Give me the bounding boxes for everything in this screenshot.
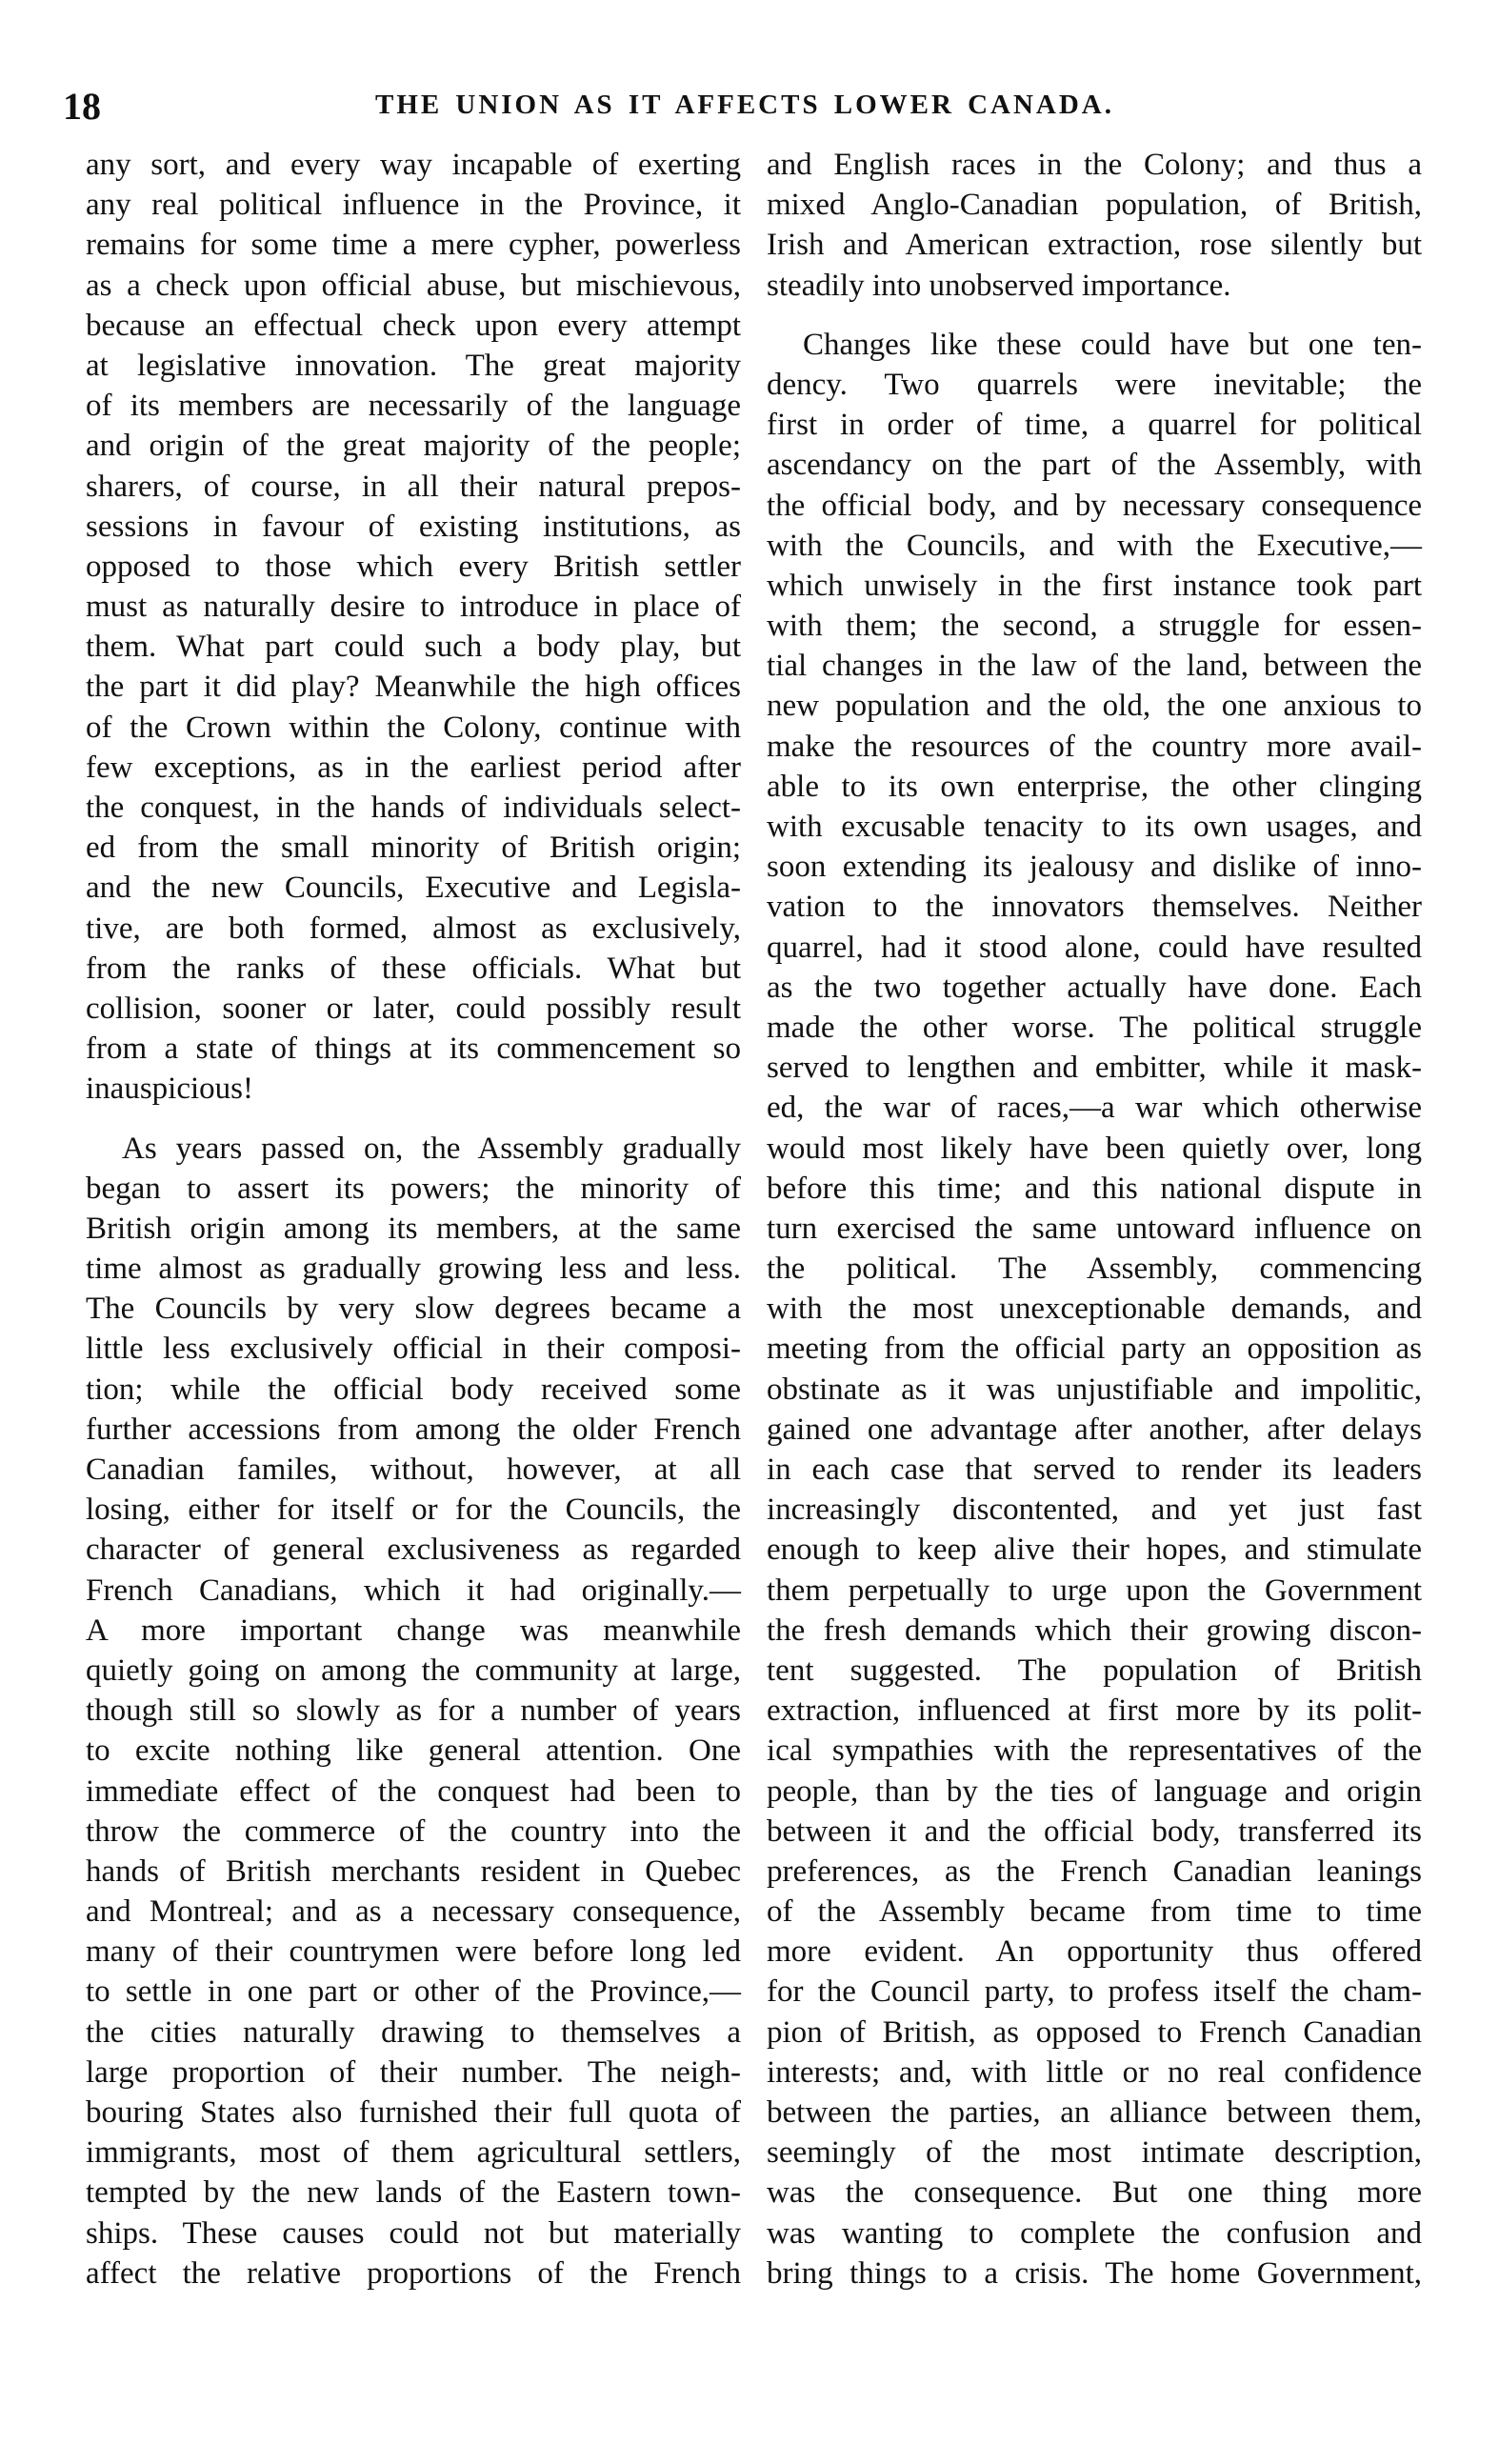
text-line: bring things to a crisis. The home Government, xyxy=(767,2255,1422,2291)
page-number: 18 xyxy=(63,85,101,128)
text-line: interests; and, with little or no real confidence xyxy=(767,2054,1422,2090)
text-line: tial changes in the law of the land, between the xyxy=(767,649,1422,684)
text-line: affect the relative proportions of the French xyxy=(86,2255,741,2291)
text-line: tive, are both formed, almost as exclusively, xyxy=(86,911,741,946)
text-line: ships. These causes could not but materially xyxy=(86,2215,741,2251)
text-line: The Councils by very slow degrees became a xyxy=(86,1292,741,1327)
text-line: tent suggested. The population of British xyxy=(767,1653,1422,1688)
text-line: mixed Anglo-Canadian population, of British, xyxy=(767,188,1422,223)
text-line: enough to keep alive their hopes, and stimulate xyxy=(767,1532,1422,1568)
text-line: new population and the old, the one anxious to xyxy=(767,689,1422,724)
text-line: any sort, and every way incapable of exerting xyxy=(86,148,741,182)
text-line: quietly going on among the community at large, xyxy=(86,1653,741,1688)
text-line: pion of British, as opposed to French Canadian xyxy=(767,2014,1422,2050)
text-line: the cities naturally drawing to themselves a xyxy=(86,2014,741,2050)
text-line: British origin among its members, at the same xyxy=(86,1211,741,1246)
text-line: began to assert its powers; the minority of xyxy=(86,1171,741,1206)
text-line: many of their countrymen were before long led xyxy=(86,1934,741,1970)
text-line: obstinate as it was unjustifiable and impolitic, xyxy=(767,1372,1422,1407)
text-line: the political. The Assembly, commencing xyxy=(767,1252,1422,1287)
text-line: immigrants, most of them agricultural settlers, xyxy=(86,2135,741,2171)
text-line: little less exclusively official in their composi- xyxy=(86,1332,741,1367)
text-line: Irish and American extraction, rose silently but xyxy=(767,228,1422,263)
text-line: As years passed on, the Assembly gradually xyxy=(122,1131,741,1166)
paragraph xyxy=(767,145,1422,306)
text-line: between the parties, an alliance between them, xyxy=(767,2095,1422,2130)
text-line: sharers, of course, in all their natural prepos- xyxy=(86,469,741,504)
text-line: because an effectual check upon every attempt xyxy=(86,308,741,343)
text-line: and English races in the Colony; and thus a xyxy=(767,148,1422,182)
text-line: more evident. An opportunity thus offered xyxy=(767,1934,1422,1970)
text-line: with the Councils, and with the Executive,— xyxy=(767,528,1422,563)
text-line: was wanting to complete the confusion and xyxy=(767,2215,1422,2251)
text-line: collision, sooner or later, could possibly result xyxy=(86,991,741,1026)
text-line: and Montreal; and as a necessary consequence, xyxy=(86,1894,741,1930)
running-title: THE UNION AS IT AFFECTS LOWER CANADA. xyxy=(375,90,1114,120)
text-line: able to its own enterprise, the other clinging xyxy=(767,769,1422,804)
text-line: ical sympathies with the representatives of the xyxy=(767,1733,1422,1769)
text-line: character of general exclusiveness as regarded xyxy=(86,1532,741,1568)
text-line: extraction, influenced at first more by its polit- xyxy=(767,1693,1422,1729)
text-line: though still so slowly as for a number of years xyxy=(86,1693,741,1729)
right-column xyxy=(767,145,1422,2313)
text-line: at legislative innovation. The great majority xyxy=(86,348,741,383)
text-line: with excusable tenacity to its own usages, and xyxy=(767,810,1422,844)
text-line: for the Council party, to profess itself the cham- xyxy=(767,1974,1422,2010)
text-line: the conquest, in the hands of individuals select- xyxy=(86,791,741,825)
text-line: any real political influence in the Province, it xyxy=(86,188,741,223)
text-line: and the new Councils, Executive and Legisla- xyxy=(86,871,741,906)
paragraph xyxy=(86,1129,741,2294)
text-line: which unwisely in the first instance took part xyxy=(767,568,1422,603)
paragraph xyxy=(86,145,741,1110)
text-line: of its members are necessarily of the language xyxy=(86,389,741,424)
text-line: remains for some time a mere cypher, powerless xyxy=(86,228,741,263)
text-line: meeting from the official party an opposition as xyxy=(767,1332,1422,1367)
text-line: soon extending its jealousy and dislike of inno- xyxy=(767,850,1422,885)
text-line: dency. Two quarrels were inevitable; the xyxy=(767,367,1422,402)
text-line: throw the commerce of the country into the xyxy=(86,1813,741,1849)
text-line: increasingly discontented, and yet just fast xyxy=(767,1492,1422,1528)
text-line: would most likely have been quietly over, long xyxy=(767,1131,1422,1166)
text-line: sessions in favour of existing institutions, as xyxy=(86,509,741,544)
text-line: ed, the war of races,—a war which otherwise xyxy=(767,1091,1422,1126)
text-line: losing, either for itself or for the Councils, the xyxy=(86,1492,741,1528)
text-line: to settle in one part or other of the Province,— xyxy=(86,1974,741,2010)
text-line: inauspicious! xyxy=(86,1072,253,1107)
text-line: as the two together actually have done. Each xyxy=(767,970,1422,1005)
text-line: large proportion of their number. The neigh- xyxy=(86,2054,741,2090)
text-line: the part it did play? Meanwhile the high offices xyxy=(86,670,741,705)
left-column xyxy=(86,145,741,2313)
text-line: the fresh demands which their growing discon- xyxy=(767,1613,1422,1648)
text-line: preferences, as the French Canadian leanings xyxy=(767,1853,1422,1889)
text-line: from the ranks of these officials. What but xyxy=(86,951,741,986)
text-line: to excite nothing like general attention. One xyxy=(86,1733,741,1769)
text-line: first in order of time, a quarrel for political xyxy=(767,408,1422,443)
text-line: bouring States also furnished their full quota of xyxy=(86,2095,741,2130)
text-line: from a state of things at its commencement so xyxy=(86,1032,741,1067)
text-line: was the consequence. But one thing more xyxy=(767,2175,1422,2211)
text-line: few exceptions, as in the earliest period after xyxy=(86,750,741,785)
text-line: people, than by the ties of language and origin xyxy=(767,1773,1422,1809)
text-line: ascendancy on the part of the Assembly, with xyxy=(767,448,1422,483)
text-line: hands of British merchants resident in Quebec xyxy=(86,1853,741,1889)
text-line: tion; while the official body received some xyxy=(86,1372,741,1407)
text-line: tempted by the new lands of the Eastern town- xyxy=(86,2175,741,2211)
text-line: vation to the innovators themselves. Neither xyxy=(767,890,1422,925)
paragraph xyxy=(767,325,1422,2294)
text-line: and origin of the great majority of the people; xyxy=(86,429,741,464)
text-line: ed from the small minority of British origin; xyxy=(86,831,741,866)
text-line: as a check upon official abuse, but mischievous, xyxy=(86,268,741,303)
text-line: quarrel, had it stood alone, could have resulted xyxy=(767,930,1422,965)
text-line: in each case that served to render its leaders xyxy=(767,1452,1422,1487)
text-line: time almost as gradually growing less and less. xyxy=(86,1252,741,1287)
text-line: with the most unexceptionable demands, and xyxy=(767,1292,1422,1327)
text-line: immediate effect of the conquest had been to xyxy=(86,1773,741,1809)
text-line: gained one advantage after another, after delays xyxy=(767,1412,1422,1447)
text-line: steadily into unobserved importance. xyxy=(767,268,1231,303)
text-line: Changes like these could have but one ten- xyxy=(803,327,1422,362)
text-line: made the other worse. The political struggle xyxy=(767,1010,1422,1045)
text-line: of the Crown within the Colony, continue with xyxy=(86,710,741,745)
text-line: must as naturally desire to introduce in place of xyxy=(86,590,741,625)
text-line: before this time; and this national dispute in xyxy=(767,1171,1422,1206)
text-line: of the Assembly became from time to time xyxy=(767,1894,1422,1930)
text-line: between it and the official body, transferred its xyxy=(767,1813,1422,1849)
text-line: with them; the second, a struggle for essen- xyxy=(767,609,1422,644)
text-line: opposed to those which every British settler xyxy=(86,549,741,584)
text-line: further accessions from among the older French xyxy=(86,1412,741,1447)
text-line: French Canadians, which it had originally.— xyxy=(86,1573,741,1608)
text-line: Canadian familes, without, however, at all xyxy=(86,1452,741,1487)
text-line: served to lengthen and embitter, while it mask- xyxy=(767,1051,1422,1086)
text-line: seemingly of the most intimate description, xyxy=(767,2135,1422,2171)
text-line: turn exercised the same untoward influence on xyxy=(767,1211,1422,1246)
text-line: make the resources of the country more avail- xyxy=(767,729,1422,764)
text-line: A more important change was meanwhile xyxy=(86,1613,741,1648)
text-line: them perpetually to urge upon the Government xyxy=(767,1573,1422,1608)
text-line: the official body, and by necessary consequence xyxy=(767,488,1422,523)
text-line: them. What part could such a body play, but xyxy=(86,630,741,665)
